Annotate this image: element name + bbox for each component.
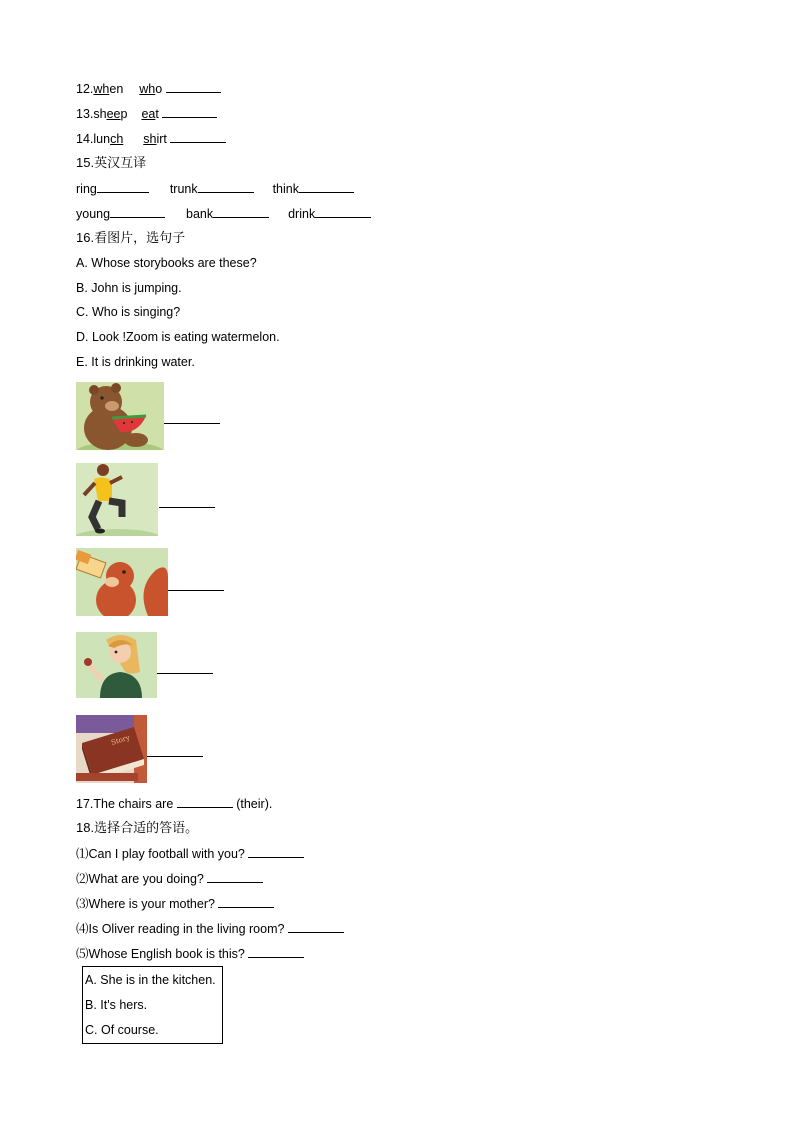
answer-blank[interactable] — [97, 180, 149, 193]
question-number: 12. — [76, 82, 94, 96]
question-15-title: 15.英汉互译 — [76, 155, 147, 170]
question-text: What are you doing? — [88, 872, 204, 886]
question-text: Is Oliver reading in the living room? — [88, 922, 285, 936]
translation-word: think — [272, 182, 299, 196]
word-part: sh — [93, 107, 107, 121]
answer-blank[interactable] — [218, 895, 274, 908]
answer-blank[interactable] — [248, 945, 304, 958]
sub-number: ⑴ — [76, 847, 89, 861]
question-18-title: 18.选择合适的答语。 — [76, 820, 199, 835]
answer-blank[interactable] — [315, 205, 371, 218]
question-18-4 — [76, 920, 344, 937]
picture-1-answer-blank[interactable] — [164, 422, 220, 424]
translation-word: ring — [76, 182, 97, 196]
question-18-3 — [76, 895, 274, 912]
sub-number: ⑵ — [76, 872, 89, 886]
option-e: E. It is drinking water. — [76, 355, 195, 369]
squirrel-drinking-picture — [76, 548, 168, 616]
question-number: 13. — [76, 107, 94, 121]
question-17 — [76, 795, 272, 812]
girl-singing-picture — [76, 632, 157, 698]
underlined-letters: wh — [139, 82, 156, 96]
answer-blank[interactable] — [170, 130, 226, 143]
sentence-end: (their). — [232, 797, 273, 811]
word-part: en — [109, 82, 124, 96]
question-18-1 — [76, 845, 304, 862]
answer-blank[interactable] — [198, 180, 254, 193]
sub-number: ⑸ — [76, 947, 89, 961]
underlined-letters: ea — [141, 107, 156, 121]
question-14 — [76, 130, 226, 147]
option-b: B. John is jumping. — [76, 281, 182, 295]
answer-blank[interactable] — [288, 920, 344, 933]
picture-2-answer-blank[interactable] — [159, 506, 215, 508]
question-text: Can I play football with you? — [88, 847, 245, 861]
sub-number: ⑷ — [76, 922, 89, 936]
boy-jumping-picture — [76, 463, 158, 536]
question-16-title: 16.看图片，选句子 — [76, 230, 186, 245]
translation-row-2 — [76, 205, 371, 222]
underlined-letters: ee — [106, 107, 121, 121]
question-text: Where is your mother? — [88, 897, 215, 911]
picture-5-answer-blank[interactable] — [147, 755, 203, 757]
answer-blank[interactable] — [110, 205, 165, 218]
answer-option-a: A. She is in the kitchen. — [85, 973, 216, 987]
picture-4-answer-blank[interactable] — [157, 672, 213, 674]
answer-option-c: C. Of course. — [85, 1023, 159, 1037]
picture-3-answer-blank[interactable] — [168, 589, 224, 591]
answer-blank[interactable] — [166, 80, 221, 93]
translation-row-1 — [76, 180, 354, 197]
answer-option-b: B. It's hers. — [85, 998, 148, 1012]
answer-blank[interactable] — [248, 845, 304, 858]
word-part: p — [120, 107, 128, 121]
translation-word: drink — [288, 207, 316, 221]
question-text: Whose English book is this? — [88, 947, 245, 961]
question-13 — [76, 105, 217, 122]
underlined-letters: ch — [110, 132, 124, 146]
underlined-letters: wh — [93, 82, 110, 96]
question-18-2 — [76, 870, 263, 887]
answer-options-box — [82, 966, 223, 1044]
sentence-start: 17.The chairs are — [76, 797, 177, 811]
answer-blank[interactable] — [162, 105, 217, 118]
answer-blank[interactable] — [213, 205, 269, 218]
question-12 — [76, 80, 221, 97]
svg-text:Story: Story — [110, 733, 131, 747]
option-a: A. Whose storybooks are these? — [76, 256, 257, 270]
translation-word: young — [76, 207, 111, 221]
question-18-5 — [76, 945, 304, 962]
answer-blank[interactable] — [207, 870, 263, 883]
word-part: irt — [156, 132, 167, 146]
option-d: D. Look !Zoom is eating watermelon. — [76, 330, 280, 344]
underlined-letters: sh — [143, 132, 157, 146]
translation-word: bank — [186, 207, 214, 221]
translation-word: trunk — [169, 182, 198, 196]
word-part: o — [155, 82, 163, 96]
option-c: C. Who is singing? — [76, 305, 181, 319]
sub-number: ⑶ — [76, 897, 89, 911]
question-number: 14. — [76, 132, 94, 146]
answer-blank[interactable] — [177, 795, 233, 808]
word-part: t — [155, 107, 159, 121]
answer-blank[interactable] — [299, 180, 354, 193]
bear-watermelon-picture — [76, 382, 164, 450]
word-part: lun — [93, 132, 111, 146]
storybooks-picture — [76, 715, 147, 783]
